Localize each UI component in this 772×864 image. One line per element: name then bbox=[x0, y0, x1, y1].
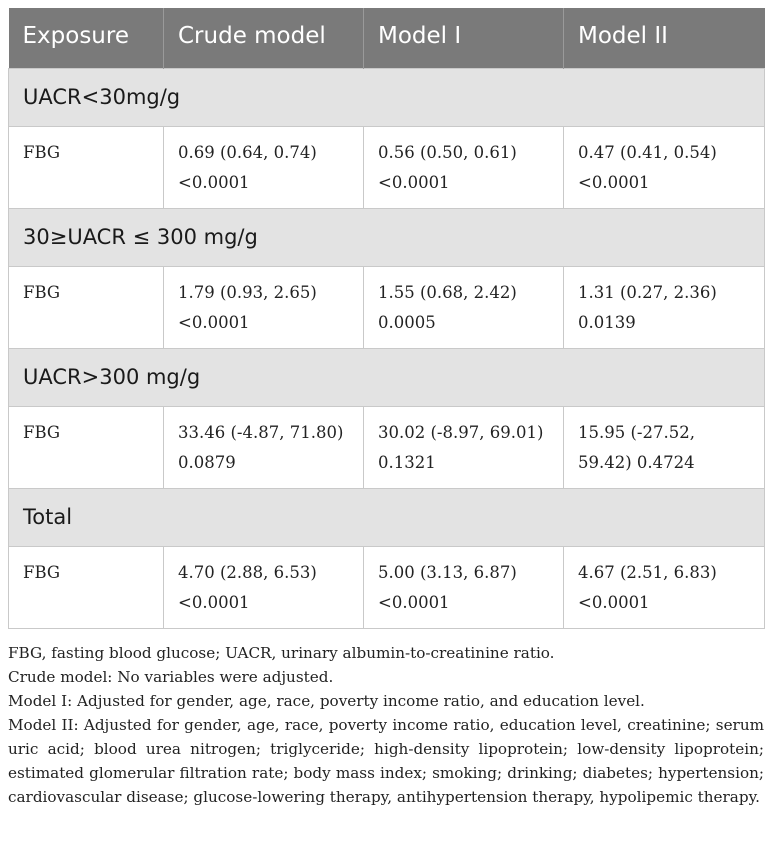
table-row bbox=[9, 126, 765, 208]
results-table bbox=[8, 8, 765, 629]
cell-model-1: 1.55 (0.68, 2.42) 0.0005 bbox=[364, 266, 564, 348]
table-row bbox=[9, 546, 765, 628]
header-model-1: Model I bbox=[364, 8, 564, 68]
table-row bbox=[9, 406, 765, 488]
group-row-total bbox=[9, 488, 765, 546]
group-row-uacr-gt-300 bbox=[9, 348, 765, 406]
results-table-container bbox=[8, 8, 764, 809]
footnote-model-1: Model I: Adjusted for gender, age, race, poverty income ratio, and education level. bbox=[8, 691, 645, 710]
group-row-uacr-lt-30 bbox=[9, 68, 765, 126]
cell-model-2: 0.47 (0.41, 0.54) <0.0001 bbox=[564, 126, 765, 208]
header-model-2: Model II bbox=[564, 8, 765, 68]
cell-model-2: 1.31 (0.27, 2.36) 0.0139 bbox=[564, 266, 765, 348]
footnote-abbreviations: FBG, fasting blood glucose; UACR, urinary albumin-to-creatinine ratio. bbox=[8, 643, 555, 662]
cell-crude: 33.46 (-4.87, 71.80) 0.0879 bbox=[164, 406, 364, 488]
table-footnotes bbox=[8, 641, 764, 809]
cell-model-1: 30.02 (-8.97, 69.01) 0.1321 bbox=[364, 406, 564, 488]
cell-model-1: 0.56 (0.50, 0.61) <0.0001 bbox=[364, 126, 564, 208]
group-label: UACR>300 mg/g bbox=[9, 348, 765, 406]
group-label: UACR<30mg/g bbox=[9, 68, 765, 126]
cell-exposure: FBG bbox=[9, 266, 164, 348]
header-crude-model: Crude model bbox=[164, 8, 364, 68]
table-header-row bbox=[9, 8, 765, 68]
cell-crude: 0.69 (0.64, 0.74) <0.0001 bbox=[164, 126, 364, 208]
cell-exposure: FBG bbox=[9, 546, 164, 628]
footnote-model-2: Model II: Adjusted for gender, age, race, poverty income ratio, education level, creatinine; serum uric acid; blood urea nitrogen; triglyceride; high-density lipoprotein; low-density lipoprotein; estimated glomerular filtration rate; body mass index; smoking; drinking; diabetes; hypertension; cardiovascular disease; glucose-lowering therapy, antihypertension therapy, hypolipemic therapy. bbox=[8, 715, 764, 806]
group-row-uacr-30-300 bbox=[9, 208, 765, 266]
group-label: Total bbox=[9, 488, 765, 546]
group-label: 30≥UACR ≤ 300 mg/g bbox=[9, 208, 765, 266]
table-row bbox=[9, 266, 765, 348]
cell-exposure: FBG bbox=[9, 406, 164, 488]
cell-model-1: 5.00 (3.13, 6.87) <0.0001 bbox=[364, 546, 564, 628]
header-exposure: Exposure bbox=[9, 8, 164, 68]
cell-crude: 1.79 (0.93, 2.65) <0.0001 bbox=[164, 266, 364, 348]
footnote-crude-model: Crude model: No variables were adjusted. bbox=[8, 667, 334, 686]
cell-crude: 4.70 (2.88, 6.53) <0.0001 bbox=[164, 546, 364, 628]
cell-exposure: FBG bbox=[9, 126, 164, 208]
cell-model-2: 15.95 (-27.52, 59.42) 0.4724 bbox=[564, 406, 765, 488]
cell-model-2: 4.67 (2.51, 6.83) <0.0001 bbox=[564, 546, 765, 628]
